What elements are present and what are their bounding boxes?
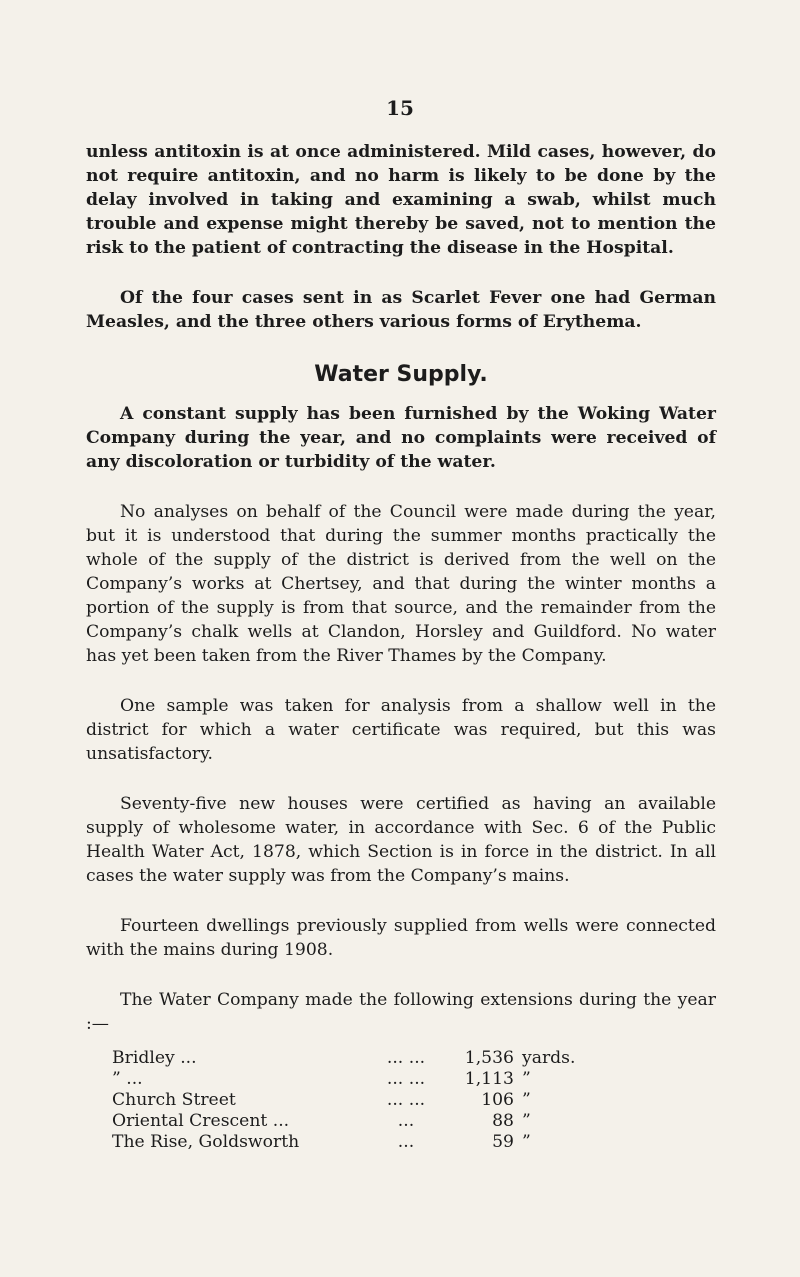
paragraph-antitoxin: unless antitoxin is at once administered. Mild cases, however, do not require antitoxin, and no harm is likely to be done by the delay involved in taking and examining a swab, whilst much trouble and expense might thereby be saved, not to mention the risk to the patient of contracting the disease in the Hospital.: [86, 142, 716, 258]
paragraph-analyses: No analyses on behalf of the Council were made during the year, but it is understood that during the summer months practically the whole of the supply of the district is derived from the well on the Company’s works at Chertsey, and that during the winter months a portion of the supply is from that source, and the remainder from the Company’s chalk wells at Clandon, Horsley and Guildford. No water has yet been taken from the River Thames by the Company.: [86, 502, 716, 666]
extension-leader: ...: [397, 1132, 415, 1152]
list-item: [112, 1111, 716, 1132]
extension-leader: ... ...: [386, 1069, 426, 1089]
extension-leader: ... ...: [386, 1048, 426, 1068]
extension-name: The Rise, Goldsworth: [112, 1132, 300, 1152]
extension-unit: ”: [522, 1132, 531, 1152]
list-item: [112, 1090, 716, 1111]
extension-unit: ”: [522, 1069, 531, 1089]
extension-amount: 106: [481, 1090, 514, 1110]
section-heading-water-supply: Water Supply.: [314, 362, 488, 387]
extension-name: Church Street: [112, 1090, 236, 1110]
extensions-list: [112, 1048, 716, 1153]
extension-name: ” ...: [112, 1069, 143, 1089]
extension-leader: ... ...: [386, 1090, 426, 1110]
list-item: [112, 1069, 716, 1090]
extension-unit: ”: [522, 1111, 531, 1131]
extension-unit: yards.: [522, 1048, 576, 1068]
paragraph-scarlet-fever: Of the four cases sent in as Scarlet Fever one had German Measles, and the three others various forms of Erythema.: [86, 288, 716, 332]
list-item: [112, 1132, 716, 1153]
list-item: [112, 1048, 716, 1069]
body-text: [86, 140, 716, 1153]
extension-name: Bridley ...: [112, 1048, 197, 1068]
paragraph-sample: One sample was taken for analysis from a shallow well in the district for which a water certificate was required, but this was unsatisfactory.: [86, 696, 716, 764]
paragraph-constant-supply: A constant supply has been furnished by the Woking Water Company during the year, and no complaints were received of any discoloration or turbidity of the water.: [86, 404, 716, 472]
paragraph-dwellings: Fourteen dwellings previously supplied from wells were connected with the mains during 1908.: [86, 916, 716, 960]
extension-unit: ”: [522, 1090, 531, 1110]
extension-name: Oriental Crescent ...: [112, 1111, 290, 1131]
page-number: 15: [386, 96, 414, 120]
extension-amount: 88: [492, 1111, 514, 1131]
extension-leader: ...: [397, 1111, 415, 1131]
extension-amount: 1,113: [464, 1069, 514, 1089]
paragraph-new-houses: Seventy-five new houses were certified as having an available supply of wholesome water, in accordance with Sec. 6 of the Public Health Water Act, 1878, which Section is in force in the district. In all cases the water supply was from the Company’s mains.: [86, 794, 716, 886]
paragraph-extensions-intro: The Water Company made the following extensions during the year :—: [86, 990, 716, 1034]
extension-amount: 1,536: [464, 1048, 514, 1068]
extension-amount: 59: [492, 1132, 514, 1152]
